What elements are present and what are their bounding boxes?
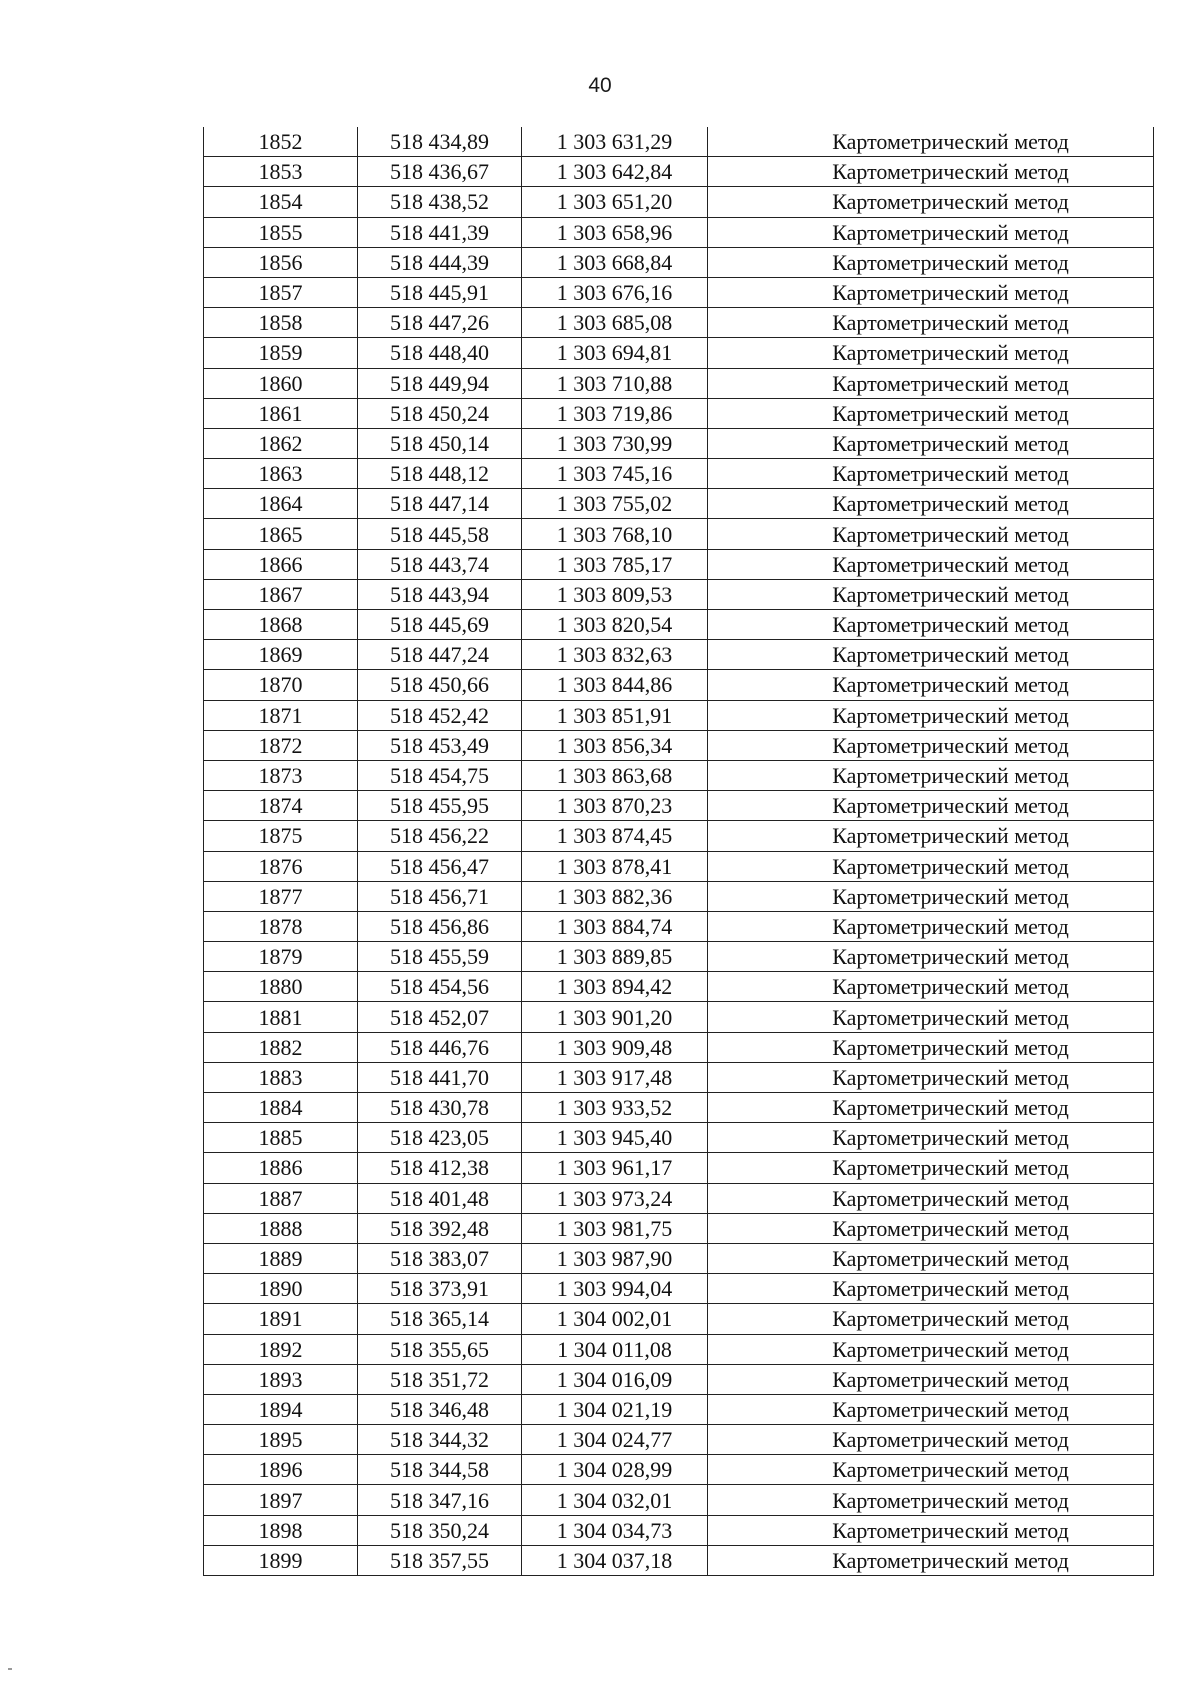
y-coordinate-cell: 1 303 710,88	[522, 368, 708, 398]
method-cell: Картометрический метод	[708, 1093, 1154, 1123]
x-coordinate-cell: 518 449,94	[358, 368, 522, 398]
x-coordinate-cell: 518 445,91	[358, 277, 522, 307]
x-coordinate-cell: 518 445,69	[358, 610, 522, 640]
table-row	[204, 1243, 1154, 1273]
table-row	[204, 821, 1154, 851]
point-number-cell: 1891	[204, 1304, 358, 1334]
table-row	[204, 368, 1154, 398]
x-coordinate-cell: 518 350,24	[358, 1515, 522, 1545]
table-row	[204, 791, 1154, 821]
table-row	[204, 1002, 1154, 1032]
x-coordinate-cell: 518 454,56	[358, 972, 522, 1002]
point-number-cell: 1892	[204, 1334, 358, 1364]
point-number-cell: 1897	[204, 1485, 358, 1515]
x-coordinate-cell: 518 450,66	[358, 670, 522, 700]
x-coordinate-cell: 518 450,24	[358, 398, 522, 428]
table-row	[204, 1455, 1154, 1485]
x-coordinate-cell: 518 447,14	[358, 489, 522, 519]
x-coordinate-cell: 518 443,74	[358, 549, 522, 579]
method-cell: Картометрический метод	[708, 640, 1154, 670]
method-cell: Картометрический метод	[708, 1545, 1154, 1575]
x-coordinate-cell: 518 355,65	[358, 1334, 522, 1364]
y-coordinate-cell: 1 304 002,01	[522, 1304, 708, 1334]
method-cell: Картометрический метод	[708, 911, 1154, 941]
x-coordinate-cell: 518 434,89	[358, 127, 522, 157]
method-cell: Картометрический метод	[708, 1515, 1154, 1545]
point-number-cell: 1857	[204, 277, 358, 307]
point-number-cell: 1870	[204, 670, 358, 700]
y-coordinate-cell: 1 303 719,86	[522, 398, 708, 428]
y-coordinate-cell: 1 304 011,08	[522, 1334, 708, 1364]
table-row	[204, 1032, 1154, 1062]
x-coordinate-cell: 518 444,39	[358, 247, 522, 277]
method-cell: Картометрический метод	[708, 187, 1154, 217]
method-cell: Картометрический метод	[708, 519, 1154, 549]
table-row	[204, 610, 1154, 640]
method-cell: Картометрический метод	[708, 851, 1154, 881]
coordinates-table-body	[204, 127, 1154, 1576]
method-cell: Картометрический метод	[708, 1485, 1154, 1515]
x-coordinate-cell: 518 383,07	[358, 1243, 522, 1273]
y-coordinate-cell: 1 303 874,45	[522, 821, 708, 851]
table-row	[204, 972, 1154, 1002]
method-cell: Картометрический метод	[708, 1183, 1154, 1213]
x-coordinate-cell: 518 441,39	[358, 217, 522, 247]
x-coordinate-cell: 518 347,16	[358, 1485, 522, 1515]
x-coordinate-cell: 518 447,24	[358, 640, 522, 670]
point-number-cell: 1856	[204, 247, 358, 277]
x-coordinate-cell: 518 456,47	[358, 851, 522, 881]
method-cell: Картометрический метод	[708, 489, 1154, 519]
method-cell: Картометрический метод	[708, 760, 1154, 790]
point-number-cell: 1898	[204, 1515, 358, 1545]
point-number-cell: 1885	[204, 1123, 358, 1153]
x-coordinate-cell: 518 441,70	[358, 1062, 522, 1092]
method-cell: Картометрический метод	[708, 1123, 1154, 1153]
x-coordinate-cell: 518 456,71	[358, 881, 522, 911]
y-coordinate-cell: 1 303 820,54	[522, 610, 708, 640]
x-coordinate-cell: 518 453,49	[358, 730, 522, 760]
y-coordinate-cell: 1 304 032,01	[522, 1485, 708, 1515]
y-coordinate-cell: 1 303 785,17	[522, 549, 708, 579]
scan-artifact	[8, 1668, 12, 1670]
table-row	[204, 549, 1154, 579]
coordinates-table	[203, 127, 1154, 1576]
point-number-cell: 1881	[204, 1002, 358, 1032]
x-coordinate-cell: 518 436,67	[358, 157, 522, 187]
y-coordinate-cell: 1 303 894,42	[522, 972, 708, 1002]
y-coordinate-cell: 1 303 832,63	[522, 640, 708, 670]
y-coordinate-cell: 1 303 933,52	[522, 1093, 708, 1123]
method-cell: Картометрический метод	[708, 1394, 1154, 1424]
method-cell: Картометрический метод	[708, 157, 1154, 187]
y-coordinate-cell: 1 303 973,24	[522, 1183, 708, 1213]
y-coordinate-cell: 1 304 037,18	[522, 1545, 708, 1575]
y-coordinate-cell: 1 303 889,85	[522, 942, 708, 972]
method-cell: Картометрический метод	[708, 1425, 1154, 1455]
x-coordinate-cell: 518 456,22	[358, 821, 522, 851]
table-row	[204, 1213, 1154, 1243]
point-number-cell: 1882	[204, 1032, 358, 1062]
table-row	[204, 459, 1154, 489]
point-number-cell: 1883	[204, 1062, 358, 1092]
y-coordinate-cell: 1 304 016,09	[522, 1364, 708, 1394]
method-cell: Картометрический метод	[708, 1243, 1154, 1273]
table-row	[204, 579, 1154, 609]
point-number-cell: 1855	[204, 217, 358, 247]
y-coordinate-cell: 1 303 994,04	[522, 1274, 708, 1304]
method-cell: Картометрический метод	[708, 670, 1154, 700]
point-number-cell: 1868	[204, 610, 358, 640]
point-number-cell: 1877	[204, 881, 358, 911]
x-coordinate-cell: 518 412,38	[358, 1153, 522, 1183]
point-number-cell: 1888	[204, 1213, 358, 1243]
x-coordinate-cell: 518 454,75	[358, 760, 522, 790]
table-row	[204, 217, 1154, 247]
y-coordinate-cell: 1 303 755,02	[522, 489, 708, 519]
x-coordinate-cell: 518 392,48	[358, 1213, 522, 1243]
method-cell: Картометрический метод	[708, 1364, 1154, 1394]
method-cell: Картометрический метод	[708, 610, 1154, 640]
y-coordinate-cell: 1 303 676,16	[522, 277, 708, 307]
y-coordinate-cell: 1 303 844,86	[522, 670, 708, 700]
table-row	[204, 851, 1154, 881]
y-coordinate-cell: 1 303 870,23	[522, 791, 708, 821]
x-coordinate-cell: 518 445,58	[358, 519, 522, 549]
x-coordinate-cell: 518 448,12	[358, 459, 522, 489]
table-row	[204, 1364, 1154, 1394]
table-row	[204, 1304, 1154, 1334]
table-row	[204, 1425, 1154, 1455]
y-coordinate-cell: 1 303 668,84	[522, 247, 708, 277]
method-cell: Картометрический метод	[708, 700, 1154, 730]
point-number-cell: 1896	[204, 1455, 358, 1485]
x-coordinate-cell: 518 351,72	[358, 1364, 522, 1394]
y-coordinate-cell: 1 303 981,75	[522, 1213, 708, 1243]
x-coordinate-cell: 518 344,58	[358, 1455, 522, 1485]
y-coordinate-cell: 1 303 878,41	[522, 851, 708, 881]
table-row	[204, 308, 1154, 338]
y-coordinate-cell: 1 303 961,17	[522, 1153, 708, 1183]
point-number-cell: 1878	[204, 911, 358, 941]
table-row	[204, 670, 1154, 700]
x-coordinate-cell: 518 344,32	[358, 1425, 522, 1455]
y-coordinate-cell: 1 303 651,20	[522, 187, 708, 217]
method-cell: Картометрический метод	[708, 1002, 1154, 1032]
table-row	[204, 1062, 1154, 1092]
point-number-cell: 1879	[204, 942, 358, 972]
point-number-cell: 1863	[204, 459, 358, 489]
method-cell: Картометрический метод	[708, 972, 1154, 1002]
x-coordinate-cell: 518 438,52	[358, 187, 522, 217]
table-row	[204, 1123, 1154, 1153]
point-number-cell: 1867	[204, 579, 358, 609]
point-number-cell: 1893	[204, 1364, 358, 1394]
y-coordinate-cell: 1 303 901,20	[522, 1002, 708, 1032]
x-coordinate-cell: 518 456,86	[358, 911, 522, 941]
method-cell: Картометрический метод	[708, 730, 1154, 760]
method-cell: Картометрический метод	[708, 398, 1154, 428]
method-cell: Картометрический метод	[708, 791, 1154, 821]
method-cell: Картометрический метод	[708, 368, 1154, 398]
point-number-cell: 1880	[204, 972, 358, 1002]
method-cell: Картометрический метод	[708, 127, 1154, 157]
y-coordinate-cell: 1 303 856,34	[522, 730, 708, 760]
y-coordinate-cell: 1 303 882,36	[522, 881, 708, 911]
method-cell: Картометрический метод	[708, 1032, 1154, 1062]
table-row	[204, 760, 1154, 790]
method-cell: Картометрический метод	[708, 428, 1154, 458]
x-coordinate-cell: 518 401,48	[358, 1183, 522, 1213]
y-coordinate-cell: 1 303 745,16	[522, 459, 708, 489]
point-number-cell: 1889	[204, 1243, 358, 1273]
table-row	[204, 700, 1154, 730]
table-row	[204, 911, 1154, 941]
point-number-cell: 1884	[204, 1093, 358, 1123]
point-number-cell: 1886	[204, 1153, 358, 1183]
y-coordinate-cell: 1 303 863,68	[522, 760, 708, 790]
y-coordinate-cell: 1 303 730,99	[522, 428, 708, 458]
table-row	[204, 1183, 1154, 1213]
y-coordinate-cell: 1 303 642,84	[522, 157, 708, 187]
table-row	[204, 1334, 1154, 1364]
method-cell: Картометрический метод	[708, 1334, 1154, 1364]
method-cell: Картометрический метод	[708, 338, 1154, 368]
point-number-cell: 1859	[204, 338, 358, 368]
method-cell: Картометрический метод	[708, 881, 1154, 911]
table-row	[204, 1274, 1154, 1304]
method-cell: Картометрический метод	[708, 1304, 1154, 1334]
y-coordinate-cell: 1 303 694,81	[522, 338, 708, 368]
method-cell: Картометрический метод	[708, 1213, 1154, 1243]
x-coordinate-cell: 518 430,78	[358, 1093, 522, 1123]
point-number-cell: 1861	[204, 398, 358, 428]
table-row	[204, 489, 1154, 519]
x-coordinate-cell: 518 443,94	[358, 579, 522, 609]
y-coordinate-cell: 1 304 028,99	[522, 1455, 708, 1485]
x-coordinate-cell: 518 346,48	[358, 1394, 522, 1424]
table-row	[204, 1153, 1154, 1183]
y-coordinate-cell: 1 304 034,73	[522, 1515, 708, 1545]
table-row	[204, 1093, 1154, 1123]
x-coordinate-cell: 518 447,26	[358, 308, 522, 338]
x-coordinate-cell: 518 373,91	[358, 1274, 522, 1304]
method-cell: Картометрический метод	[708, 1062, 1154, 1092]
table-row	[204, 1515, 1154, 1545]
table-row	[204, 428, 1154, 458]
method-cell: Картометрический метод	[708, 247, 1154, 277]
point-number-cell: 1864	[204, 489, 358, 519]
x-coordinate-cell: 518 452,42	[358, 700, 522, 730]
point-number-cell: 1854	[204, 187, 358, 217]
x-coordinate-cell: 518 357,55	[358, 1545, 522, 1575]
point-number-cell: 1899	[204, 1545, 358, 1575]
table-row	[204, 277, 1154, 307]
table-row	[204, 247, 1154, 277]
y-coordinate-cell: 1 303 945,40	[522, 1123, 708, 1153]
point-number-cell: 1872	[204, 730, 358, 760]
point-number-cell: 1865	[204, 519, 358, 549]
method-cell: Картометрический метод	[708, 308, 1154, 338]
point-number-cell: 1895	[204, 1425, 358, 1455]
method-cell: Картометрический метод	[708, 1455, 1154, 1485]
table-row	[204, 1545, 1154, 1575]
x-coordinate-cell: 518 450,14	[358, 428, 522, 458]
table-row	[204, 640, 1154, 670]
method-cell: Картометрический метод	[708, 277, 1154, 307]
page-number: 40	[588, 74, 612, 97]
x-coordinate-cell: 518 423,05	[358, 1123, 522, 1153]
point-number-cell: 1871	[204, 700, 358, 730]
method-cell: Картометрический метод	[708, 549, 1154, 579]
table-row	[204, 942, 1154, 972]
x-coordinate-cell: 518 455,95	[358, 791, 522, 821]
table-row	[204, 1394, 1154, 1424]
table-row	[204, 127, 1154, 157]
x-coordinate-cell: 518 448,40	[358, 338, 522, 368]
y-coordinate-cell: 1 303 884,74	[522, 911, 708, 941]
point-number-cell: 1887	[204, 1183, 358, 1213]
table-row	[204, 1485, 1154, 1515]
point-number-cell: 1876	[204, 851, 358, 881]
y-coordinate-cell: 1 303 658,96	[522, 217, 708, 247]
y-coordinate-cell: 1 303 851,91	[522, 700, 708, 730]
point-number-cell: 1875	[204, 821, 358, 851]
y-coordinate-cell: 1 304 021,19	[522, 1394, 708, 1424]
x-coordinate-cell: 518 446,76	[358, 1032, 522, 1062]
point-number-cell: 1866	[204, 549, 358, 579]
y-coordinate-cell: 1 303 685,08	[522, 308, 708, 338]
y-coordinate-cell: 1 303 809,53	[522, 579, 708, 609]
point-number-cell: 1858	[204, 308, 358, 338]
table-row	[204, 338, 1154, 368]
method-cell: Картометрический метод	[708, 217, 1154, 247]
table-row	[204, 730, 1154, 760]
y-coordinate-cell: 1 303 631,29	[522, 127, 708, 157]
x-coordinate-cell: 518 452,07	[358, 1002, 522, 1032]
point-number-cell: 1894	[204, 1394, 358, 1424]
x-coordinate-cell: 518 365,14	[358, 1304, 522, 1334]
point-number-cell: 1890	[204, 1274, 358, 1304]
y-coordinate-cell: 1 304 024,77	[522, 1425, 708, 1455]
method-cell: Картометрический метод	[708, 459, 1154, 489]
y-coordinate-cell: 1 303 987,90	[522, 1243, 708, 1273]
method-cell: Картометрический метод	[708, 821, 1154, 851]
table-row	[204, 187, 1154, 217]
x-coordinate-cell: 518 455,59	[358, 942, 522, 972]
point-number-cell: 1862	[204, 428, 358, 458]
point-number-cell: 1874	[204, 791, 358, 821]
y-coordinate-cell: 1 303 909,48	[522, 1032, 708, 1062]
method-cell: Картометрический метод	[708, 1153, 1154, 1183]
point-number-cell: 1853	[204, 157, 358, 187]
method-cell: Картометрический метод	[708, 1274, 1154, 1304]
table-row	[204, 398, 1154, 428]
table-row	[204, 157, 1154, 187]
coordinates-table-container	[203, 127, 1154, 1576]
point-number-cell: 1860	[204, 368, 358, 398]
point-number-cell: 1869	[204, 640, 358, 670]
table-row	[204, 519, 1154, 549]
y-coordinate-cell: 1 303 917,48	[522, 1062, 708, 1092]
method-cell: Картометрический метод	[708, 942, 1154, 972]
table-row	[204, 881, 1154, 911]
point-number-cell: 1852	[204, 127, 358, 157]
method-cell: Картометрический метод	[708, 579, 1154, 609]
point-number-cell: 1873	[204, 760, 358, 790]
y-coordinate-cell: 1 303 768,10	[522, 519, 708, 549]
